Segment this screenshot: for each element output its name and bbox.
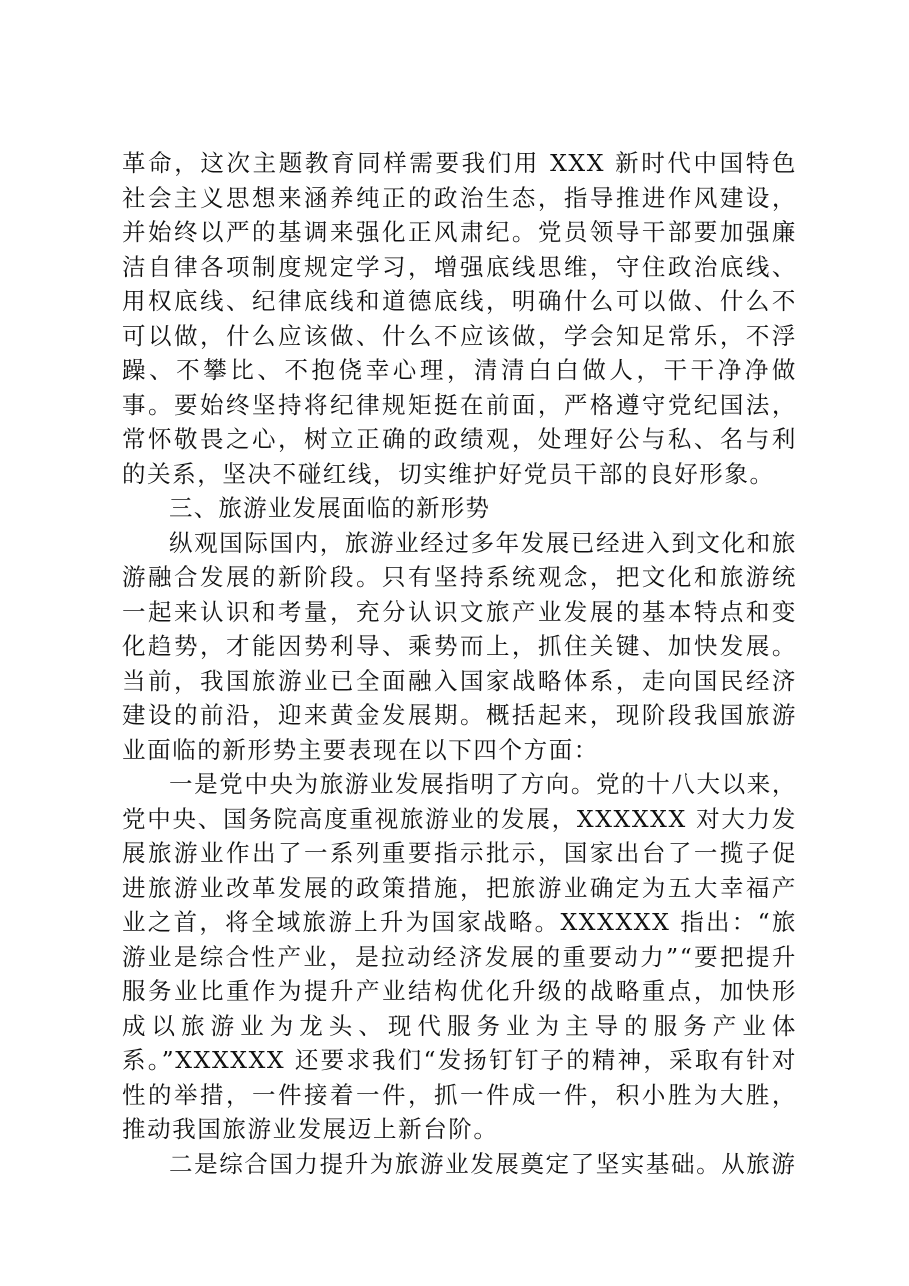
paragraph-overview: 纵观国际国内，旅游业经过多年发展已经进入到文化和旅游融合发展的新阶段。只有坚持系统观念，把文化和旅游统一起来认识和考量，充分认识文旅产业发展的基本特点和变化趋势，才能因势利导、乘势而上，抓住关键、加快发展。当前，我国旅游业已全面融入国家战略体系，走向国民经济建设的前沿，迎来黄金发展期。概括起来，现阶段我国旅游业面临的新形势主要表现在以下四个方面： [122,528,797,764]
paragraph-point-two: 二是综合国力提升为旅游业发展奠定了坚实基础。从旅游 [169,1149,797,1178]
section-heading-three: 三、旅游业发展面临的新形势 [169,494,491,522]
document-page [122,146,797,1181]
paragraph-point-one: 一是党中央为旅游业发展指明了方向。党的十八大以来，党中央、国务院高度重视旅游业的发展，XXXXXX 对大力发展旅游业作出了一系列重要指示批示，国家出台了一揽子促进旅游业改革发展的政策措施，把旅游业确定为五大幸福产业之首，将全域旅游上升为国家战略。XXXXXX 指出：“旅游业是综合性产业，是拉动经济发展的重要动力”“要把提升服务业比重作为提升产业结构优化升级的战略重点，加快形成以旅游业为龙头、现代服务业为主导的服务产业体系。”XXXXXX 还要求我们“发扬钉钉子的精神，采取有针对性的举措，一件接着一件，抓一件成一件，积小胜为大胜，推动我国旅游业发展迈上新台阶。 [122,770,797,1143]
paragraph-discipline: 革命，这次主题教育同样需要我们用 XXX 新时代中国特色社会主义思想来涵养纯正的政治生态，指导推进作风建设，并始终以严的基调来强化正风肃纪。党员领导干部要加强廉洁自律各项制度规定学习，增强底线思维，守住政治底线、用权底线、纪律底线和道德底线，明确什么可以做、什么不可以做，什么应该做、什么不应该做，学会知足常乐，不浮躁、不攀比、不抱侥幸心理，清清白白做人，干干净净做事。要始终坚持将纪律规矩挺在前面，严格遵守党纪国法，常怀敬畏之心，树立正确的政绩观，处理好公与私、名与利的关系，坚决不碰红线，切实维护好党员干部的良好形象。 [122,149,797,488]
